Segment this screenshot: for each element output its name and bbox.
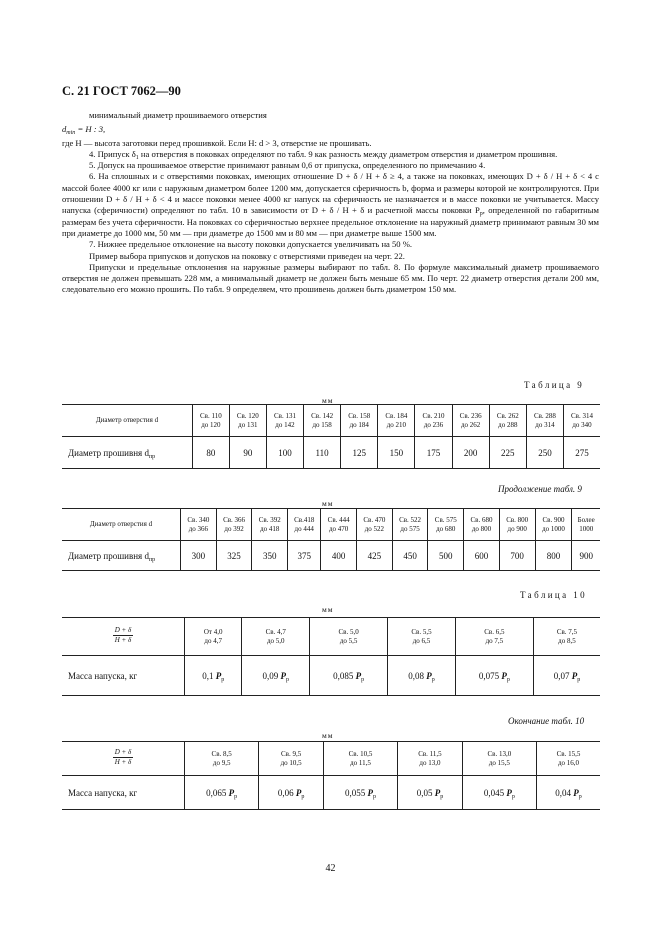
range-to: до 418	[260, 524, 280, 533]
range-to: до 184	[349, 420, 369, 429]
range-to: до 236	[423, 420, 444, 429]
range-to: 1000	[579, 524, 594, 533]
table-header-cell	[62, 618, 185, 656]
table-10-end	[62, 741, 600, 810]
table-row-label: Масса напуска, кг	[68, 787, 138, 798]
table-cell: 800	[535, 541, 572, 571]
table-header-cell	[266, 405, 303, 437]
range-from: Св. 575	[434, 515, 457, 524]
range-from: Более	[577, 515, 595, 524]
range-from: Св. 5,5	[411, 627, 432, 636]
table-header-cell	[533, 618, 600, 656]
table-header-cell	[181, 509, 217, 541]
paragraph: где H — высота заготовки перед прошивкой. Если H: d > 3, отверстие не прошивать.	[62, 137, 372, 148]
paragraph: минимальный диаметр прошиваемого отверстия	[89, 110, 267, 120]
table-row	[62, 776, 600, 810]
table-cell: 0,065 $P_р$	[185, 776, 259, 810]
table-cell: 110	[304, 437, 341, 469]
table-header-cell	[357, 509, 393, 541]
table-header-cell: Диаметр отверстия d	[62, 405, 193, 437]
table-cell: 325	[216, 541, 252, 571]
range-to: до 680	[436, 524, 456, 533]
range-to: до 131	[238, 420, 258, 429]
range-from: Св. 236	[459, 411, 482, 420]
table-cell: 0,075 $P_р$	[455, 656, 533, 696]
table-header-cell	[398, 742, 463, 776]
range-from: Св. 5,0	[338, 627, 359, 636]
table-cell: 90	[229, 437, 266, 469]
ratio-fraction: $\frac{D + \delta}{H + \delta}$	[114, 748, 132, 766]
range-to: до 366	[188, 524, 208, 533]
range-from: Св. 13,0	[487, 749, 512, 758]
table-cell: 425	[357, 541, 393, 571]
range-to: до 262	[461, 420, 481, 429]
table-cell: 375	[288, 541, 321, 571]
page-header: С. 21 ГОСТ 7062—90	[62, 84, 181, 98]
range-to: до 16,0	[557, 758, 580, 767]
table-row	[62, 541, 600, 571]
range-to: до 13,0	[419, 758, 441, 767]
table-caption: Таблица 9	[524, 380, 585, 390]
table-cell: 0,04 $P_р$	[537, 776, 600, 810]
table-cell: 80	[193, 437, 230, 469]
table-cell: 275	[564, 437, 600, 469]
range-from: Св. 262	[496, 411, 519, 420]
range-from: Св. 314	[571, 411, 593, 420]
range-from: Св. 210	[422, 411, 445, 420]
range-to: до 575	[400, 524, 420, 533]
table-cell: 0,045 $P_р$	[462, 776, 536, 810]
table-header-cell	[310, 618, 388, 656]
table-header-cell	[252, 509, 288, 541]
table-caption: Продолжение табл. 9	[498, 484, 582, 494]
table-header-cell	[464, 509, 500, 541]
range-from: Св. 6,5	[484, 627, 505, 636]
table-header-row	[62, 742, 600, 776]
table-unit: мм	[322, 605, 334, 614]
table-header-cell	[62, 742, 185, 776]
paragraph: 6. На сплошных и с отверстиями поковках, имеющих отношение D + δ / H + δ ≥ 4, а также на поковках, имеющих D + δ / H + δ < 4 с массой более 4000 кг или с наружным диаметром более 1200 мм, допускается сферичность b, форма и размеры которой не контролируются. При отношении D + δ / H + δ < 4 и массе поковки менее 4000 кг напуск на сферичность не назначается и в массе поковки не учитывается. Массу напуска (сферичности) определяют по табл. 10 в зависимости от D + δ / H + δ и расчетной массы поковки $P_р$, определенной по габаритным размерам без учета сферичности. На поковках со сферичностью верхнее предельное отклонение на наружный диаметр принимают равным 30 мм при диаметре до 1000 мм, 50 мм — при диаметре до 1500 мм и 80 мм — при диаметре выше 1500 мм.	[62, 171, 599, 238]
table-cell: 500	[428, 541, 464, 571]
table-row-label: Диаметр прошивня $d_{пр}$	[68, 447, 156, 460]
range-from: Св. 288	[533, 411, 556, 420]
table-cell: 0,08 $P_р$	[388, 656, 456, 696]
table-header-cell	[526, 405, 563, 437]
table-header-cell	[242, 618, 310, 656]
table-cell: 350	[252, 541, 288, 571]
range-from: Св. 8,5	[211, 749, 232, 758]
table-header-cell	[288, 509, 321, 541]
table-caption: Окончание табл. 10	[508, 716, 585, 726]
table-cell: 125	[341, 437, 378, 469]
range-from: Св. 680	[470, 515, 493, 524]
table-header-cell	[321, 509, 357, 541]
table-header-row	[62, 509, 600, 541]
table-header-cell	[193, 405, 230, 437]
table-cell: 0,05 $P_р$	[398, 776, 463, 810]
table-header-cell	[428, 509, 464, 541]
table-header-cell	[229, 405, 266, 437]
table-unit: мм	[322, 396, 334, 405]
range-to: до 470	[329, 524, 349, 533]
range-from: От 4,0	[203, 627, 223, 636]
range-to: до 10,5	[280, 758, 302, 767]
table-header-cell	[535, 509, 572, 541]
table-cell: 600	[464, 541, 500, 571]
table-cell: 0,09 $P_р$	[242, 656, 310, 696]
table-unit: мм	[322, 499, 334, 508]
table-header-cell	[452, 405, 489, 437]
range-to: до 9,5	[212, 758, 231, 767]
range-to: до 1000	[542, 524, 565, 533]
table-caption: Таблица 10	[520, 590, 587, 600]
table-cell: 0,1 $P_р$	[185, 656, 242, 696]
table-cell: 250	[526, 437, 563, 469]
table-header-cell	[388, 618, 456, 656]
range-to: до 5,0	[266, 636, 285, 645]
table-header-cell	[415, 405, 452, 437]
body-text	[62, 110, 599, 296]
table-cell: 100	[266, 437, 303, 469]
range-from: Св. 340	[187, 515, 210, 524]
table-header-cell: Диаметр отверстия d	[62, 509, 181, 541]
table-cell: 300	[181, 541, 217, 571]
range-from: Св. 470	[363, 515, 386, 524]
table-header-cell	[564, 405, 600, 437]
range-to: до 444	[294, 524, 314, 533]
range-from: Св. 800	[506, 515, 529, 524]
range-from: Св.418	[294, 515, 315, 524]
table-header-cell	[304, 405, 341, 437]
paragraph: 5. Допуск на прошиваемое отверстие принимают равным 0,6 от припуска, определенного по примечанию 4.	[89, 160, 486, 171]
range-to: до 288	[498, 420, 518, 429]
range-to: до 8,5	[558, 636, 576, 645]
range-to: до 800	[471, 524, 492, 533]
range-to: до 4,7	[204, 636, 222, 645]
page-number: 42	[325, 863, 336, 874]
table-cell: 700	[499, 541, 535, 571]
range-from: Св. 10,5	[348, 749, 373, 758]
table-9-continued	[62, 508, 600, 571]
range-to: до 392	[224, 524, 244, 533]
table-row	[62, 437, 600, 469]
range-from: Св. 392	[258, 515, 281, 524]
range-from: Св. 184	[385, 411, 408, 420]
table-cell: 0,07 $P_р$	[533, 656, 600, 696]
range-to: до 522	[364, 524, 385, 533]
range-from: Св. 15,5	[556, 749, 581, 758]
paragraph: Припуски и предельные отклонения на наружные размеры выбирают по табл. 8. По формуле максимальный диаметр прошиваемого отверстия не должен превышать 228 мм, а минимальный диаметр не должен быть меньше 65 мм. По черт. 22 диаметр отверстия детали 200 мм, следовательно его можно прошить. По табл. 9 определяем, что прошивень должен быть диаметром 150 мм.	[62, 261, 599, 295]
table-9	[62, 404, 600, 469]
range-from: Св. 4,7	[265, 627, 286, 636]
table-header-cell	[392, 509, 428, 541]
table-header-cell	[323, 742, 397, 776]
range-from: Св. 900	[542, 515, 565, 524]
table-row-label: Диаметр прошивня $d_{пр}$	[68, 550, 156, 563]
range-from: Св. 9,5	[280, 749, 302, 758]
range-to: до 210	[386, 420, 407, 429]
paragraph: 7. Нижнее предельное отклонение на высоту поковки допускается увеличивать на 50 %.	[89, 239, 413, 250]
table-header-cell	[489, 405, 526, 437]
range-from: Св. 7,5	[556, 627, 578, 636]
table-cell: 150	[378, 437, 415, 469]
range-from: Св. 110	[200, 411, 222, 420]
table-header-cell	[462, 742, 536, 776]
range-from: Св. 366	[223, 515, 246, 524]
range-to: до 314	[535, 420, 555, 429]
table-header-cell	[185, 742, 259, 776]
range-from: Св. 158	[348, 411, 371, 420]
paragraph: 4. Припуск $\delta_1$ на отверстия в поковках определяют по табл. 9 как разность между диаметром отверстия и диаметром прошивня.	[89, 148, 558, 161]
table-10	[62, 617, 600, 696]
table-header-cell	[537, 742, 600, 776]
table-cell: 200	[452, 437, 489, 469]
table-header-cell	[185, 618, 242, 656]
range-to: до 340	[572, 420, 592, 429]
table-cell: 0,055 $P_р$	[323, 776, 397, 810]
table-cell: 225	[489, 437, 526, 469]
range-from: Св. 131	[273, 411, 296, 420]
ratio-fraction: $\frac{D + \delta}{H + \delta}$	[114, 626, 132, 644]
table-header-cell	[216, 509, 252, 541]
formula: $d_{min} = H$ : 3,	[62, 124, 106, 137]
range-to: до 5,5	[339, 636, 358, 645]
table-row	[62, 656, 600, 696]
table-cell: 175	[415, 437, 452, 469]
table-unit: мм	[322, 731, 334, 740]
range-to: до 120	[201, 420, 221, 429]
range-from: Св. 11,5	[418, 749, 442, 758]
table-header-cell	[341, 405, 378, 437]
range-from: Св. 142	[311, 411, 334, 420]
table-row-label: Масса напуска, кг	[68, 670, 138, 681]
range-to: до 7,5	[485, 636, 504, 645]
table-header-cell	[455, 618, 533, 656]
range-to: до 142	[275, 420, 295, 429]
table-header-row	[62, 405, 600, 437]
range-from: Св. 444	[327, 515, 350, 524]
range-to: до 6,5	[412, 636, 431, 645]
table-cell: 900	[572, 541, 600, 571]
range-to: до 158	[312, 420, 332, 429]
table-header-row	[62, 618, 600, 656]
table-cell: 450	[392, 541, 428, 571]
table-cell: 0,06 $P_р$	[259, 776, 324, 810]
table-header-cell	[378, 405, 415, 437]
range-from: Св. 522	[399, 515, 422, 524]
paragraph: Пример выбора припусков и допусков на поковку с отверстиями приведен на черт. 22.	[89, 250, 405, 261]
table-header-cell	[499, 509, 535, 541]
table-header-cell	[572, 509, 600, 541]
range-to: до 15,5	[488, 758, 510, 767]
range-to: до 900	[507, 524, 527, 533]
range-from: Св. 120	[236, 411, 259, 420]
table-header-cell	[259, 742, 324, 776]
range-to: до 11,5	[350, 758, 371, 767]
table-cell: 400	[321, 541, 357, 571]
table-cell: 0,085 $P_р$	[310, 656, 388, 696]
